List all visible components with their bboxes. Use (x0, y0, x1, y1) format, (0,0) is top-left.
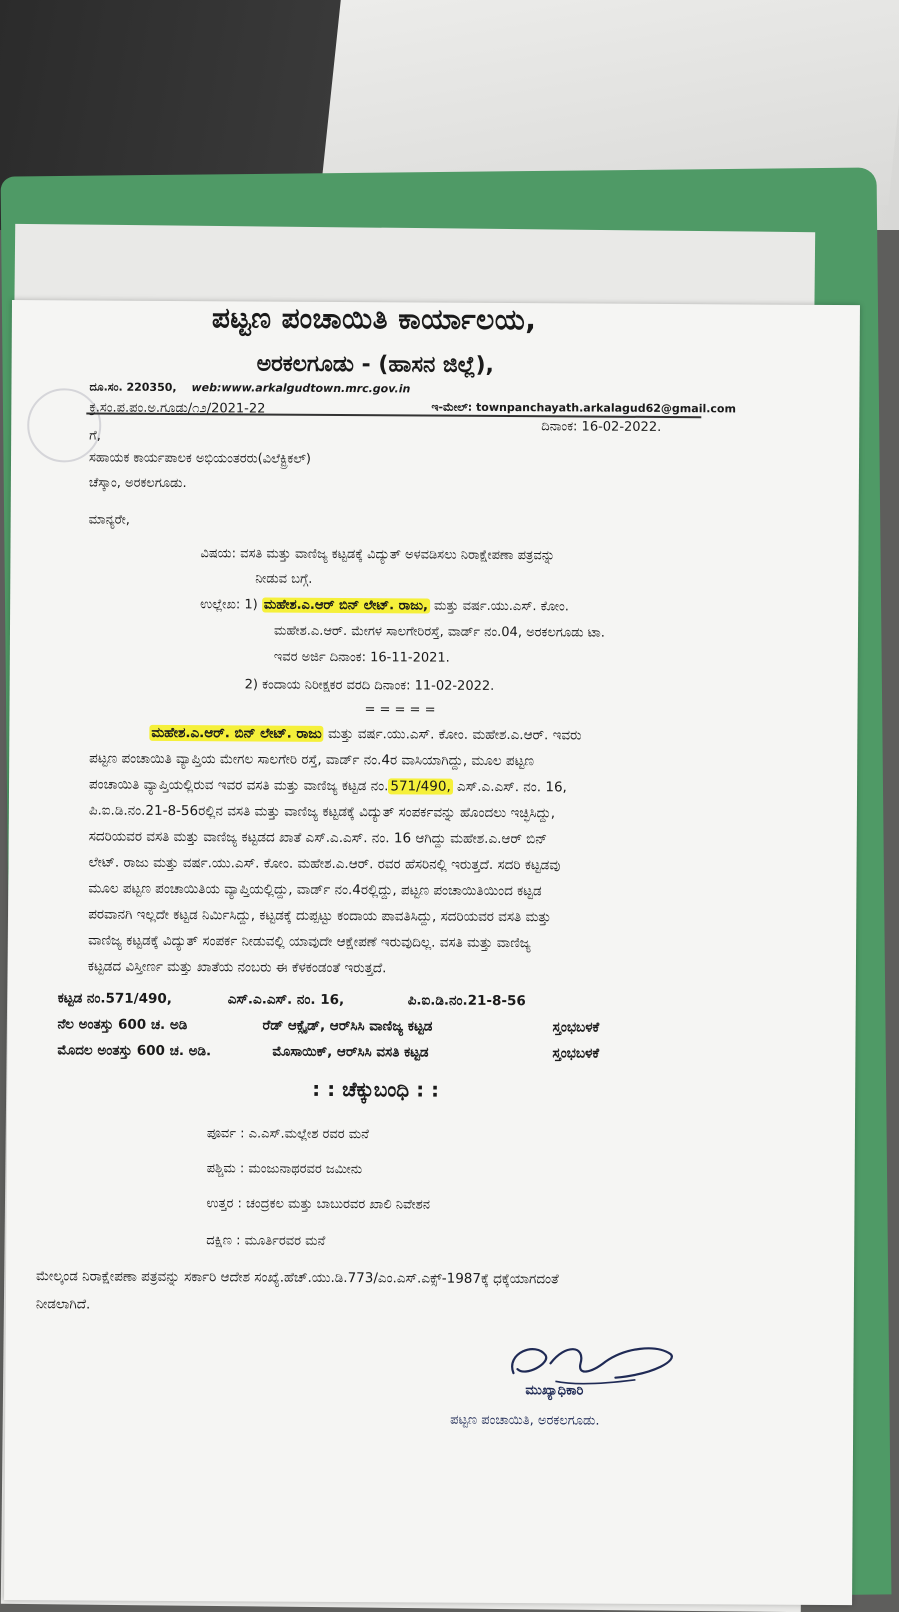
reference-1-highlight: ಮಹೇಶ.ಎ.ಆರ್ ಬಿನ್ ಲೇಟ್. ರಾಜು, (263, 597, 428, 614)
signatory-office: ಪಟ್ಟಣ ಪಂಚಾಯಿತಿ, ಅರಕಲಗೂಡು. (450, 1412, 600, 1429)
office-title: ಪಟ್ಟಣ ಪಂಚಾಯಿತಿ ಕಾರ್ಯಾಲಯ, (211, 301, 537, 337)
detail-ground-floor-type: ರೆಡ್ ಆಕ್ಸೈಡ್, ಆರ್‌ಸಿಸಿ ವಾಣಿಜ್ಯ ಕಟ್ಟಡ (262, 1017, 433, 1035)
detail-first-floor-type: ಮೊಸಾಯಿಕ್, ಆರ್‌ಸಿಸಿ ವಸತಿ ಕಟ್ಟಡ (272, 1043, 429, 1061)
body-line-9: ವಾಣಿಜ್ಯ ಕಟ್ಟಡಕ್ಕೆ ವಿದ್ಯುತ್ ಸಂಪರ್ಕ ನೀಡುವಲ್ಲಿ ಯಾವುದೇ ಆಕ್ಷೇಪಣೆ ಇರುವುದಿಲ್ಲ. ವಸತಿ ಮತ್ತು ವಾಣಿಜ್ಯ (88, 932, 531, 952)
body-line-1-rest: ಮತ್ತು ವರ್ಷ.ಯು.ಎಸ್. ಕೋಂ. ಮಹೇಶ.ಎ.ಆರ್. ಇವರು (323, 725, 582, 744)
office-email: ಇ-ಮೇಲ್: townpanchayath.arkalagud62@gmail.com (431, 400, 737, 416)
subject-line-2: ನೀಡುವ ಬಗ್ಗೆ. (255, 571, 313, 587)
to-salutation: ಗೆ, (89, 428, 101, 444)
recipient-line-2: ಚೆಸ್ಕಾಂ, ಅರಕಲಗೂಡು. (88, 475, 187, 492)
reference-1-line-2: ಮಹೇಶ.ಎ.ಆರ್. ಮೇಗಳ ಸಾಲಗೇರಿರಸ್ತೆ, ವಾರ್ಡ್ ನಂ.04, ಅರಕಲಗೂಡು ಟಾ. (273, 623, 605, 641)
detail-building-number: ಕಟ್ಟಡ ನಂ.571/490, (57, 990, 172, 1007)
closing-line-2: ನೀಡಲಾಗಿದೆ. (35, 1296, 91, 1313)
boundary-south: ದಕ್ಷಿಣ : ಮೂರ್ತಿರವರ ಮನೆ (206, 1233, 326, 1249)
boundary-east: ಪೂರ್ವ : ಎ.ಎಸ್.ಮಲ್ಲೇಶ ರವರ ಮನೆ (206, 1126, 369, 1143)
body-building-number-highlight: 571/490, (390, 778, 451, 795)
body-line-2: ಪಟ್ಟಣ ಪಂಚಾಯಿತಿ ವ್ಯಾಪ್ತಿಯ ಮೇಗಲ ಸಾಲಗೇರಿ ರಸ್ತೆ, ವಾರ್ಡ್ ನಂ.4ರ ವಾಸಿಯಾಗಿದ್ದು, ಮೂಲ ಪಟ್ಟಣ (89, 750, 535, 770)
body-line-6: ಲೇಟ್. ರಾಜು ಮತ್ತು ವರ್ಷ.ಯು.ಎಸ್. ಕೋಂ. ಮಹೇಶ.ಎ.ಆರ್. ರವರ ಹೆಸರಿನಲ್ಲಿ ಇರುತ್ತದೆ. ಸದರಿ ಕಟ್ಟಡವು (88, 854, 561, 874)
body-line-7: ಮೂಲ ಪಟ್ಟಣ ಪಂಚಾಯಿತಿಯ ವ್ಯಾಪ್ತಿಯಲ್ಲಿದ್ದು, ವಾರ್ಡ್ ನಂ.4ರಲ್ಲಿದ್ದು, ಪಟ್ಟಣ ಪಂಚಾಯಿತಿಯಿಂದ ಕಟ್ಟಡ (88, 880, 542, 900)
body-line-8: ಪರವಾನಗಿ ಇಲ್ಲದೇ ಕಟ್ಟಡ ನಿರ್ಮಿಸಿದ್ದು, ಕಟ್ಟಡಕ್ಕೆ ದುಪ್ಪಟ್ಟು ಕಂದಾಯ ಪಾವತಿಸಿದ್ದು, ಸದರಿಯವರ ವಸತಿ ಮತ್ತು (88, 906, 551, 926)
boundaries-heading: : : ಚೆಕ್ಕುಬಂಧಿ : : (312, 1076, 440, 1102)
reference-1-line-3: ಇವರ ಅರ್ಜಿ ದಿನಾಂಕ: 16-11-2021. (273, 649, 450, 666)
body-line-5: ಸದರಿಯವರ ವಸತಿ ಮತ್ತು ವಾಣಿಜ್ಯ ಕಟ್ಟಡದ ಖಾತೆ ಎಸ್.ಎ.ಎಸ್. ನಂ. 16 ಆಗಿದ್ದು ಮಹೇಶ.ಎ.ಆರ್ ಬಿನ್ (88, 828, 548, 848)
letter-date: ದಿನಾಂಕ: 16-02-2022. (541, 419, 662, 435)
greeting: ಮಾನ್ಯರೇ, (88, 512, 130, 528)
detail-pid-number: ಪಿ.ಐ.ಡಿ.ನಂ.21-8-56 (407, 992, 526, 1010)
recipient-line-1: ಸಹಾಯಕ ಕಾರ್ಯಪಾಲಕ ಅಭಿಯಂತರರು(ವಿಲೆಕ್ಟ್ರಿಕಲ್) (88, 450, 312, 467)
reference-2: 2) ಕಂದಾಯ ನಿರೀಕ್ಷಕರ ವರದಿ ದಿನಾಂಕ: 11-02-2022. (244, 677, 495, 694)
reference-1-prefix: ಉಲ್ಲೇಖ: 1) (200, 597, 258, 613)
reference-separator: = = = = = (364, 702, 436, 718)
body-applicant-highlight: ಮಹೇಶ.ಎ.ಆರ್. ಬಿನ್ ಲೇಟ್. ರಾಜು (151, 724, 322, 742)
reference-1 (200, 597, 569, 614)
detail-first-floor-use: ಸ್ತಂಭಬಳಕೆ (552, 1045, 600, 1062)
detail-first-floor-area: ಮೊದಲ ಅಂತಸ್ತು 600 ಚ. ಅಡಿ. (57, 1042, 212, 1060)
subject-line-1: ವಿಷಯ: ವಸತಿ ಮತ್ತು ವಾಣಿಜ್ಯ ಕಟ್ಟಡಕ್ಕೆ ವಿದ್ಯುತ್ ಅಳವಡಿಸಲು ನಿರಾಕ್ಷೇಪಣಾ ಪತ್ರವನ್ನು (200, 546, 555, 564)
office-subtitle: ಅರಕಲಗೂಡು - (ಹಾಸನ ಜಿಲ್ಲೆ), (256, 351, 494, 378)
detail-ground-floor-use: ಸ್ತಂಭಬಳಕೆ (552, 1019, 600, 1036)
office-phone: ದೂ.ಸಂ. 220350, (89, 380, 177, 395)
body-line-3 (89, 776, 567, 795)
detail-ground-floor-area: ನೆಲ ಅಂತಸ್ತು 600 ಚ. ಅಡಿ (57, 1016, 188, 1034)
signatory-designation: ಮುಖ್ಯಾಧಿಕಾರಿ (525, 1383, 584, 1399)
body-line-4: ಪಿ.ಐ.ಡಿ.ನಂ.21-8-56ರಲ್ಲಿನ ವಸತಿ ಮತ್ತು ವಾಣಿಜ್ಯ ಕಟ್ಟಡಕ್ಕೆ ವಿದ್ಯುತ್ ಸಂಪರ್ಕವನ್ನು ಹೊಂದಲು ಇಚ್ಛಿಸಿದ್ದು, (88, 802, 556, 822)
handwritten-signature (495, 1333, 685, 1404)
office-website: web:www.arkalgudtown.mrc.gov.in (191, 381, 411, 396)
body-line-3-a: ಪಂಚಾಯಿತಿ ವ್ಯಾಪ್ತಿಯಲ್ಲಿರುವ ಇವರ ವಸತಿ ಮತ್ತು ವಾಣಿಜ್ಯ ಕಟ್ಟಡ ನಂ. (88, 776, 389, 795)
closing-line-1: ಮೇಲ್ಕಂಡ ನಿರಾಕ್ಷೇಪಣಾ ಪತ್ರವನ್ನು ಸರ್ಕಾರಿ ಆದೇಶ ಸಂಖ್ಯೆ.ಹೆಚ್.ಯು.ಡಿ.773/ಎಂ.ಎಸ್.ಎಕ್ಸ್-1987ಕ್ಕೆ ಧಕ್ಕೆಯಾಗದಂತೆ (35, 1268, 559, 1288)
reference-1-rest: ಮತ್ತು ವರ್ಷ.ಯು.ಎಸ್. ಕೋಂ. (429, 598, 569, 615)
boundary-north: ಉತ್ತರ : ಚಂದ್ರಕಲ ಮತ್ತು ಬಾಬುರವರ ಖಾಲಿ ನಿವೇಶನ (206, 1196, 431, 1213)
detail-sas-number: ಎಸ್.ಎ.ಎಸ್. ನಂ. 16, (227, 991, 345, 1009)
letter-page (4, 300, 860, 1605)
body-line-3-b: ಎಸ್.ಎ.ಎಸ್. ನಂ. 16, (452, 778, 567, 796)
boundary-west: ಪಶ್ಚಿಮ : ಮಂಜುನಾಥರವರ ಜಮೀನು (206, 1161, 363, 1178)
reference-number: ಕ್ರ.ಸಂ.ಪ.ಪಂ.ಅ.ಗೂಡು/೧೨/2021-22 (89, 400, 266, 417)
body-line-1 (149, 725, 581, 744)
body-line-10: ಕಟ್ಟಡದ ವಿಸ್ತೀರ್ಣ ಮತ್ತು ಖಾತೆಯ ನಂಬರು ಈ ಕೆಳಕಂಡಂತೆ ಇರುತ್ತದೆ. (87, 958, 387, 977)
